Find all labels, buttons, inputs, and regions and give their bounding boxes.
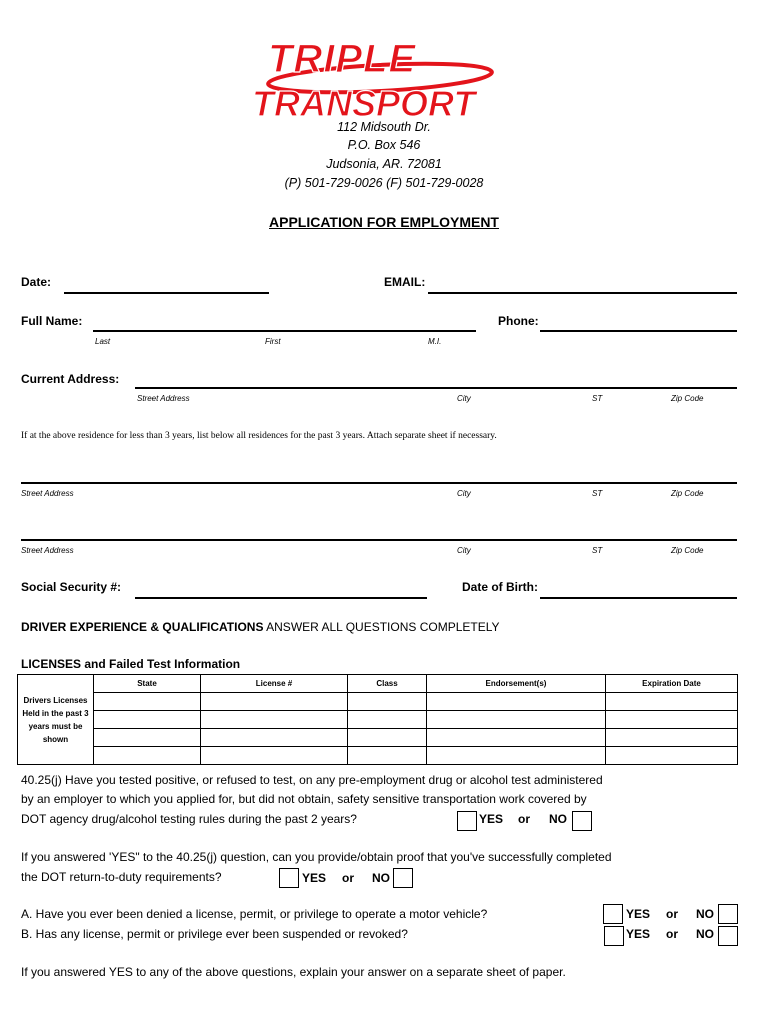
phone-field[interactable] (540, 330, 737, 332)
license-cell[interactable] (606, 729, 738, 747)
company-phones: (P) 501-729-0026 (F) 501-729-0028 (284, 176, 484, 190)
license-cell[interactable] (94, 711, 201, 729)
ssn-field[interactable] (135, 597, 427, 599)
table-row (18, 693, 738, 711)
license-cell[interactable] (201, 729, 348, 747)
licenses-table (17, 674, 738, 765)
license-cell[interactable] (427, 747, 606, 765)
table-row (18, 711, 738, 729)
name-last-caption: Last (95, 337, 111, 346)
table-header-row (18, 675, 738, 693)
qb-or-label: or (666, 927, 678, 941)
qa-no-checkbox[interactable] (718, 904, 738, 924)
previous-address-2-field[interactable] (21, 539, 737, 541)
table-row (18, 747, 738, 765)
q1-yes-label: YES (479, 812, 504, 826)
q1-or-label: or (518, 812, 530, 826)
ssn-label: Social Security #: (21, 580, 122, 594)
license-cell[interactable] (606, 747, 738, 765)
st-caption: ST (592, 546, 603, 555)
column-header-license-number: License # (201, 675, 348, 693)
city-caption: City (457, 489, 471, 498)
license-cell[interactable] (94, 693, 201, 711)
dob-label: Date of Birth: (462, 580, 538, 594)
street-address-caption: Street Address (137, 394, 190, 403)
company-address-line-3: Judsonia, AR. 72081 (326, 157, 442, 171)
qb-no-checkbox[interactable] (718, 926, 738, 946)
previous-address-1-field[interactable] (21, 482, 737, 484)
residence-note: If at the above residence for less than 3 years, list below all residences for the past 3 years. Attach separate sheet if necessary. (21, 431, 497, 441)
dob-field[interactable] (540, 597, 737, 599)
zip-caption: Zip Code (671, 489, 704, 498)
driver-experience-heading: DRIVER EXPERIENCE & QUALIFICATIONS ANSWER ALL QUESTIONS COMPLETELY (21, 620, 500, 634)
q2-no-label: NO (372, 871, 390, 885)
q1-line-1: 40.25(j) Have you tested positive, or refused to test, on any pre-employment drug or alcohol test administered (21, 773, 603, 787)
q1-line-3: DOT agency drug/alcohol testing rules during the past 2 years? (21, 812, 357, 826)
license-cell[interactable] (348, 729, 427, 747)
license-cell[interactable] (348, 711, 427, 729)
qb-yes-checkbox[interactable] (604, 926, 624, 946)
date-label: Date: (21, 275, 52, 289)
q2-no-checkbox[interactable] (393, 868, 413, 888)
license-cell[interactable] (201, 747, 348, 765)
licenses-heading: LICENSES and Failed Test Information (21, 657, 241, 671)
qa-no-label: NO (696, 907, 714, 921)
question-b: B. Has any license, permit or privilege ever been suspended or revoked? (21, 927, 408, 941)
current-address-label: Current Address: (21, 372, 120, 386)
qa-or-label: or (666, 907, 678, 921)
zip-caption: Zip Code (671, 394, 704, 403)
license-cell[interactable] (348, 747, 427, 765)
explain-note: If you answered YES to any of the above questions, explain your answer on a separate sheet of paper. (21, 965, 566, 979)
table-row (18, 729, 738, 747)
full-name-field[interactable] (93, 330, 476, 332)
q1-no-checkbox[interactable] (572, 811, 592, 831)
license-cell[interactable] (606, 711, 738, 729)
date-field[interactable] (64, 292, 269, 294)
license-cell[interactable] (606, 693, 738, 711)
q2-line-2: the DOT return-to-duty requirements? (21, 870, 222, 884)
street-address-caption: Street Address (21, 489, 74, 498)
q2-line-1: If you answered 'YES" to the 40.25(j) question, can you provide/obtain proof that you've successfully completed (21, 850, 612, 864)
logo-line-2: TRANSPORT (252, 83, 476, 122)
triple-transport-logo (248, 28, 504, 122)
street-address-caption: Street Address (21, 546, 74, 555)
license-cell[interactable] (427, 729, 606, 747)
license-cell[interactable] (201, 711, 348, 729)
licenses-side-label: Drivers Licenses Held in the past 3 years must be shown (18, 675, 94, 765)
full-name-label: Full Name: (21, 314, 83, 328)
question-a: A. Have you ever been denied a license, permit, or privilege to operate a motor vehicle? (21, 907, 488, 921)
email-label: EMAIL: (384, 275, 426, 289)
license-cell[interactable] (348, 693, 427, 711)
license-cell[interactable] (94, 729, 201, 747)
st-caption: ST (592, 394, 603, 403)
name-first-caption: First (265, 337, 281, 346)
city-caption: City (457, 394, 471, 403)
qa-yes-checkbox[interactable] (603, 904, 623, 924)
st-caption: ST (592, 489, 603, 498)
qb-yes-label: YES (626, 927, 651, 941)
column-header-endorsements: Endorsement(s) (427, 675, 606, 693)
page-title: APPLICATION FOR EMPLOYMENT (269, 214, 499, 230)
q1-no-label: NO (549, 812, 567, 826)
logo-line-1: TRIPLE (268, 37, 417, 81)
q2-or-label: or (342, 871, 354, 885)
column-header-state: State (94, 675, 201, 693)
license-cell[interactable] (427, 693, 606, 711)
company-address-line-1: 112 Midsouth Dr. (337, 120, 431, 134)
q1-line-2: by an employer to which you applied for, but did not obtain, safety sensitive transportation work covered by (21, 792, 587, 806)
qa-yes-label: YES (626, 907, 651, 921)
license-cell[interactable] (201, 693, 348, 711)
phone-label: Phone: (498, 314, 539, 328)
company-address-line-2: P.O. Box 546 (347, 138, 421, 152)
email-field[interactable] (428, 292, 737, 294)
column-header-class: Class (348, 675, 427, 693)
q2-yes-checkbox[interactable] (279, 868, 299, 888)
license-cell[interactable] (94, 747, 201, 765)
q2-yes-label: YES (302, 871, 327, 885)
current-address-field[interactable] (135, 387, 737, 389)
qb-no-label: NO (696, 927, 714, 941)
column-header-expiration-date: Expiration Date (606, 675, 738, 693)
q1-yes-checkbox[interactable] (457, 811, 477, 831)
city-caption: City (457, 546, 471, 555)
license-cell[interactable] (427, 711, 606, 729)
zip-caption: Zip Code (671, 546, 704, 555)
name-mi-caption: M.I. (428, 337, 442, 346)
